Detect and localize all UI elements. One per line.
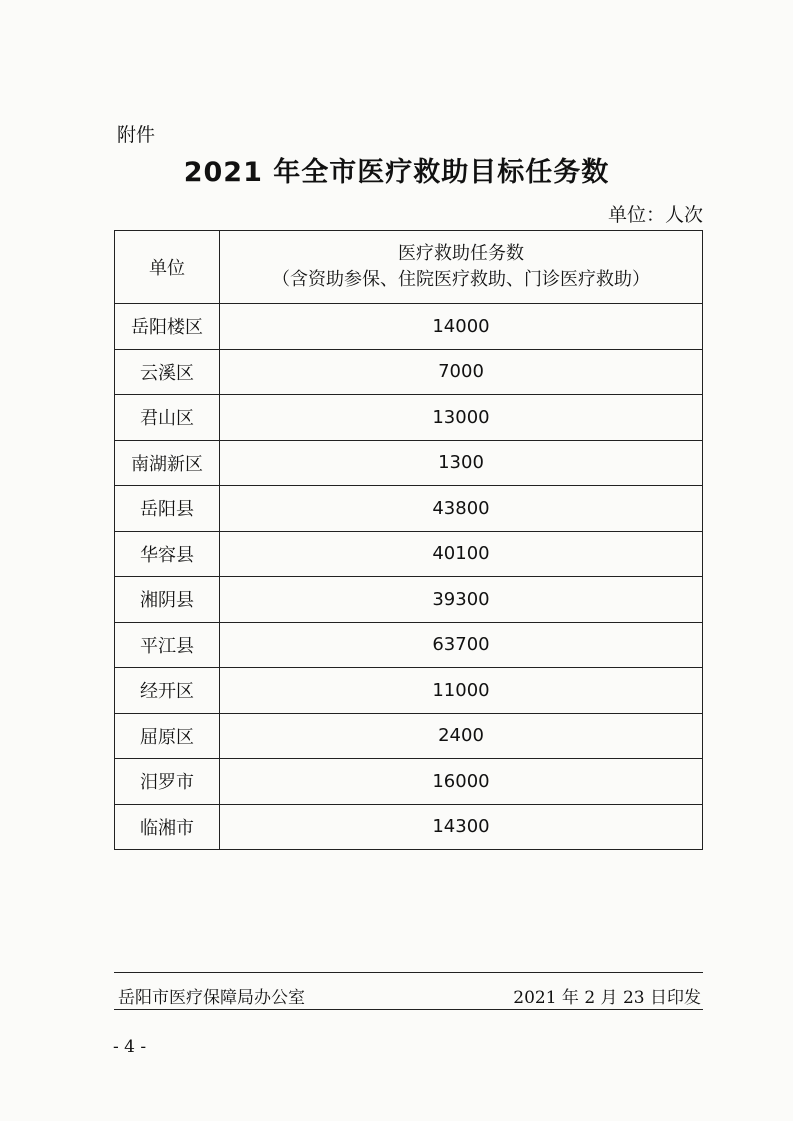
footer-bottom-rule bbox=[114, 1009, 703, 1010]
task-count-cell: 63700 bbox=[220, 622, 703, 668]
unit-cell: 汨罗市 bbox=[115, 759, 220, 805]
task-count-cell: 13000 bbox=[220, 395, 703, 441]
task-count-cell: 2400 bbox=[220, 713, 703, 759]
table-row bbox=[115, 804, 703, 850]
attachment-label: 附件 bbox=[117, 124, 156, 146]
header-task-line2: （含资助参保、住院医疗救助、门诊医疗救助） bbox=[272, 269, 650, 290]
unit-cell: 屈原区 bbox=[115, 713, 220, 759]
task-count-cell: 7000 bbox=[220, 349, 703, 395]
table-row bbox=[115, 531, 703, 577]
table-header-row bbox=[115, 231, 703, 304]
page-number: - 4 - bbox=[113, 1037, 147, 1057]
unit-cell: 南湖新区 bbox=[115, 440, 220, 486]
task-table bbox=[114, 230, 703, 850]
unit-cell: 临湘市 bbox=[115, 804, 220, 850]
task-count-cell: 1300 bbox=[220, 440, 703, 486]
table-row bbox=[115, 622, 703, 668]
table-row bbox=[115, 668, 703, 714]
unit-cell: 岳阳县 bbox=[115, 486, 220, 532]
unit-cell: 华容县 bbox=[115, 531, 220, 577]
table-row bbox=[115, 577, 703, 623]
task-count-cell: 40100 bbox=[220, 531, 703, 577]
table-row bbox=[115, 395, 703, 441]
table-row bbox=[115, 349, 703, 395]
task-count-cell: 43800 bbox=[220, 486, 703, 532]
header-task bbox=[220, 231, 703, 304]
task-count-cell: 11000 bbox=[220, 668, 703, 714]
footer-issuer: 岳阳市医疗保障局办公室 bbox=[118, 988, 305, 1008]
table-row bbox=[115, 486, 703, 532]
table-row bbox=[115, 713, 703, 759]
unit-cell: 岳阳楼区 bbox=[115, 304, 220, 350]
unit-cell: 经开区 bbox=[115, 668, 220, 714]
header-task-line1: 医疗救助任务数 bbox=[398, 243, 524, 264]
task-count-cell: 39300 bbox=[220, 577, 703, 623]
unit-cell: 湘阴县 bbox=[115, 577, 220, 623]
unit-cell: 君山区 bbox=[115, 395, 220, 441]
unit-cell: 平江县 bbox=[115, 622, 220, 668]
table-row bbox=[115, 440, 703, 486]
header-unit: 单位 bbox=[115, 231, 220, 304]
task-count-cell: 14300 bbox=[220, 804, 703, 850]
table-row bbox=[115, 304, 703, 350]
task-count-cell: 14000 bbox=[220, 304, 703, 350]
document-title: 2021 年全市医疗救助目标任务数 bbox=[183, 157, 610, 188]
unit-cell: 云溪区 bbox=[115, 349, 220, 395]
table-row bbox=[115, 759, 703, 805]
unit-note: 单位：人次 bbox=[607, 204, 703, 226]
footer-top-rule bbox=[114, 972, 703, 973]
footer-date: 2021 年 2 月 23 日印发 bbox=[513, 988, 701, 1008]
task-count-cell: 16000 bbox=[220, 759, 703, 805]
